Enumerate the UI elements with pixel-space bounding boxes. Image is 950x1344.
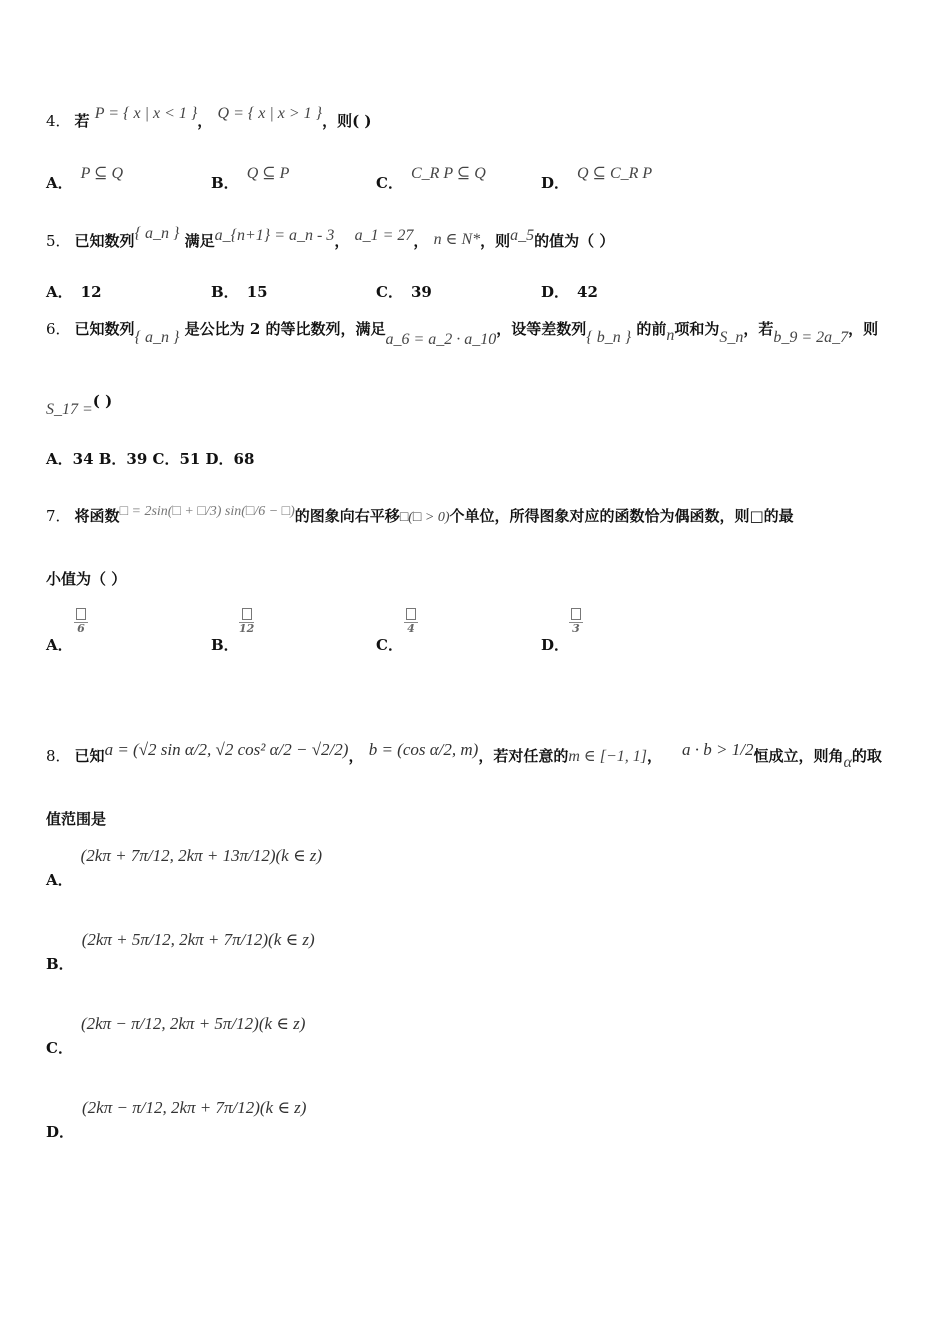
fraction-denominator: 4 [407,621,415,635]
math-shift: □(□ > 0) [399,510,450,525]
option-c[interactable] [376,608,418,655]
option-label: A． [46,871,73,889]
stem-text: 的值为（ ） [534,232,615,250]
option-label: D． [541,283,570,301]
option-value: 15 [246,283,268,301]
placeholder-glyph [406,608,416,620]
option-value: 42 [577,283,598,301]
option-c[interactable] [376,281,432,302]
stem-text: 个单位，所得图象对应的函数恰为偶函数，则□的最 [449,507,794,525]
option-b[interactable] [211,281,268,302]
stem-text: 项和为 [674,320,720,338]
question-8-stem-cont [682,740,882,771]
math-b9: b_9 = 2a_7 [773,329,849,346]
option-label: C． [376,636,403,655]
stem-text: 满足 [184,232,215,250]
math-seq: { a_n } [134,225,180,242]
stem-text: 是公比为 2 的等比数列，满足 [184,320,386,338]
option-a[interactable] [46,281,102,302]
option-c[interactable] [376,165,486,193]
question-number: 6． [46,320,71,338]
math-condition: a_6 = a_2 · a_10 [385,331,497,348]
stem-text: ，若对任意的 [478,747,569,765]
option-d[interactable] [541,608,583,655]
math-a1: a_1 = 27 [354,227,414,244]
option-label: B． [211,636,239,655]
question-4-stem [46,105,372,131]
stem-text: ， [334,232,350,250]
option-label: C． [376,174,403,192]
option-label: B． [46,955,74,973]
stem-text: ， [413,232,429,250]
option-label: C． [376,283,403,301]
option-fraction [404,608,418,634]
stem-text: 恒成立，则角 [753,747,844,765]
option-d[interactable] [541,281,598,302]
option-label: A． [46,636,73,655]
math-recurrence: a_{n+1} = a_n - 3 [214,227,335,244]
question-7-line2 [46,568,126,589]
stem-text: 的前 [636,320,667,338]
stem-text: 若 [74,112,90,130]
math-seq-a: { a_n } [134,329,180,346]
question-6-options[interactable] [46,448,254,469]
stem-text: ， [197,112,213,130]
option-b[interactable] [46,930,315,973]
placeholder-glyph [76,608,86,620]
option-math: (2kπ + 7π/12, 2kπ + 13π/12)(k ∈ z) [80,846,323,865]
fraction-denominator: 12 [239,621,255,635]
option-math: C_R P ⊆ Q [410,165,486,182]
option-math: (2kπ − π/12, 2kπ + 7π/12)(k ∈ z) [82,1098,307,1117]
option-label: D． [46,1123,75,1141]
stem-text: 小值为（ ） [46,570,127,588]
stem-text: 将函数 [74,507,120,525]
stem-text: ( ) [92,392,113,410]
fraction-denominator: 6 [77,621,85,635]
question-7-stem [46,505,794,526]
stem-text: 已知数列 [74,232,135,250]
option-label: C． [46,1039,73,1057]
option-b[interactable] [211,165,290,193]
stem-text: ， [647,747,663,765]
stem-text: 已知数列 [74,320,135,338]
stem-text: ，则( ) [322,112,372,130]
math-set-q: Q = { x | x > 1 } [217,105,323,122]
option-label: A． [46,174,73,192]
option-math: Q ⊆ P [246,165,290,182]
stem-text: ，若 [743,320,774,338]
math-m-range: m ∈ [−1, 1] [568,748,647,765]
option-row: A．34 B．39 C．51 D．68 [46,450,255,468]
stem-text: ，设等差数列 [496,320,587,338]
option-math: (2kπ + 5π/12, 2kπ + 7π/12)(k ∈ z) [81,930,315,949]
math-alpha: α [843,754,852,771]
math-dot-product: a · b > 1/2 [682,740,754,759]
option-value: 12 [80,283,102,301]
question-6-stem [46,318,879,348]
option-c[interactable] [46,1014,306,1057]
placeholder-glyph [571,608,581,620]
math-seq-b: { b_n } [586,329,632,346]
option-label: B． [211,174,239,192]
stem-text: ，则 [848,320,879,338]
placeholder-glyph [242,608,252,620]
stem-text: 值范围是 [46,810,107,828]
math-vector-b: b = (cos α/2, m) [368,740,479,759]
stem-text: ，则 [480,232,511,250]
fraction-denominator: 3 [572,621,580,635]
option-fraction [239,608,254,634]
math-s17: S_17 = [46,401,93,418]
question-number: 8． [46,747,71,765]
math-n: n [666,327,675,344]
stem-text: ， [348,747,364,765]
question-number: 5． [46,232,71,250]
stem-text: 的取 [851,747,882,765]
option-d[interactable] [46,1098,307,1141]
question-8-stem [46,740,663,766]
option-label: D． [541,174,570,192]
math-function: □ = 2sin(□ + □/3) sin(□/6 − □) [119,504,295,519]
option-a[interactable] [46,846,323,889]
option-a[interactable] [46,608,88,655]
option-label: A． [46,283,73,301]
stem-text: 已知 [74,747,105,765]
option-label: D． [541,636,570,655]
option-value: 39 [410,283,432,301]
option-d[interactable] [541,165,653,193]
option-fraction [569,608,583,634]
math-sn: S_n [719,329,744,346]
stem-text: 的图象向右平移 [294,507,400,525]
math-n-in-N: n ∈ N* [433,231,481,248]
math-a5: a_5 [510,227,535,244]
option-fraction [74,608,88,634]
option-math: Q ⊆ C_R P [577,165,653,182]
question-8-line2 [46,808,106,829]
question-number: 4． [46,112,71,130]
math-set-p: P = { x | x < 1 } [94,105,198,122]
option-b[interactable] [211,608,254,655]
option-math: P ⊆ Q [80,165,124,182]
question-5-stem [46,225,615,251]
question-number: 7． [46,507,71,525]
option-a[interactable] [46,165,124,193]
option-label: B． [211,283,239,301]
math-vector-a: a = (√2 sin α/2, √2 cos² α/2 − √2/2) [104,740,349,759]
option-math: (2kπ − π/12, 2kπ + 5π/12)(k ∈ z) [80,1014,306,1033]
question-6-line2 [46,392,113,418]
